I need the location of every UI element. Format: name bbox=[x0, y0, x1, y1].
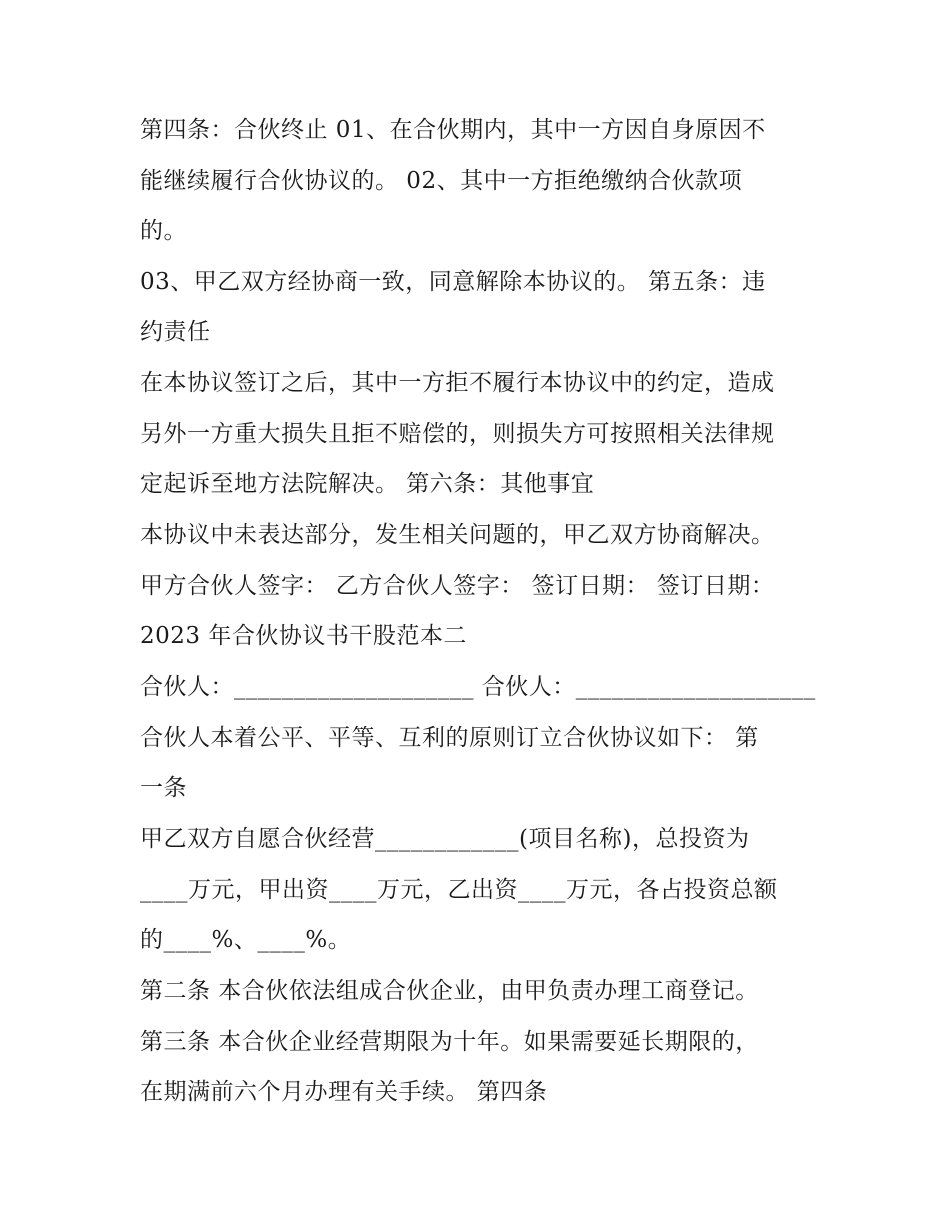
text-line: 的____%、____%。 bbox=[140, 927, 352, 953]
partners-line: 合伙人：____________________ 合伙人：____________________ bbox=[140, 674, 816, 700]
text-line: 的。 bbox=[140, 218, 187, 244]
text-line: ____万元，甲出资____万元，乙出资____万元，各占投资总额 bbox=[140, 877, 778, 903]
text-line: 03、甲乙双方经协商一致，同意解除本协议的。 第五条：违 bbox=[140, 269, 766, 295]
text-line: 第二条 本合伙依法组成合伙企业，由甲负责办理工商登记。 bbox=[140, 978, 759, 1004]
text-line: 第四条：合伙终止 01、在合伙期内，其中一方因自身原因不 bbox=[140, 117, 766, 143]
text-line: 合伙人本着公平、平等、互利的原则订立合伙协议如下： 第 bbox=[140, 725, 759, 751]
text-line: 约责任 bbox=[140, 319, 211, 345]
text-line: 能继续履行合伙协议的。 02、其中一方拒绝缴纳合伙款项 bbox=[140, 168, 743, 194]
text-line: 第三条 本合伙企业经营期限为十年。如果需要延长期限的， bbox=[140, 1029, 759, 1055]
text-line: 定起诉至地方法院解决。 第六条：其他事宜 bbox=[140, 471, 595, 497]
signature-line: 甲方合伙人签字： 乙方合伙人签字： 签订日期： 签订日期： bbox=[140, 573, 775, 599]
text-line: 一条 bbox=[140, 775, 187, 801]
text-line: 在期满前六个月办理有关手续。 第四条 bbox=[140, 1079, 548, 1105]
text-line: 甲乙双方自愿合伙经营____________(项目名称)，总投资为 bbox=[140, 826, 750, 852]
text-line: 另外一方重大损失且拒不赔偿的，则损失方可按照相关法律规 bbox=[140, 421, 775, 447]
text-line: 在本协议签订之后，其中一方拒不履行本协议中的约定，造成 bbox=[140, 370, 775, 396]
section-title: 2023 年合伙协议书干股范本二 bbox=[140, 623, 467, 649]
text-line: 本协议中未表达部分，发生相关问题的，甲乙双方协商解决。 bbox=[140, 522, 775, 548]
